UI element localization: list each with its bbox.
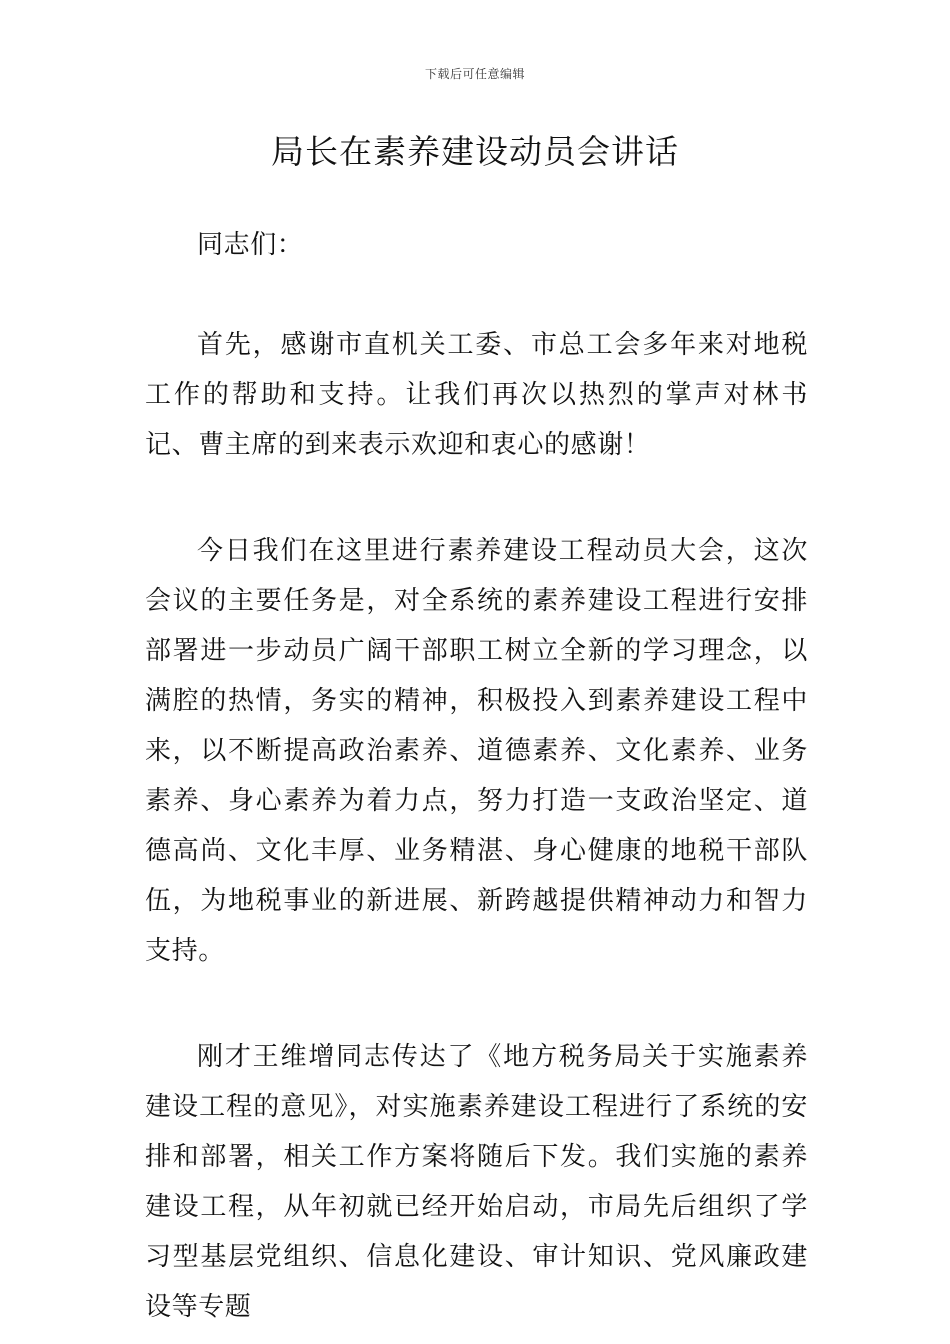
paragraph-2: 今日我们在这里进行素养建设工程动员大会，这次会议的主要任务是，对全系统的素养建设工程进行安排部署进一步动员广阔干部职工树立全新的学习理念，以满腔的热情，务实的精神，积极投入到素养建设工程中来，以不断提高政治素养、道德素养、文化素养、业务素养、身心素养为着力点，努力打造一支政治坚定、道德高尚、文化丰厚、业务精湛、身心健康的地税干部队伍，为地税事业的新进展、新跨越提供精神动力和智力支持。 [145,536,808,966]
paragraph-3: 刚才王维增同志传达了《地方税务局关于实施素养建设工程的意见》，对实施素养建设工程进行了系统的安排和部署，相关工作方案将随后下发。我们实施的素养建设工程，从年初就已经开始启动，市局先后组织了学习型基层党组织、信息化建设、审计知识、党风廉政建设等专题 [145,1042,808,1322]
document-body [145,220,808,1332]
document-title: 局长在素养建设动员会讲话 [271,132,679,171]
paragraph-1: 首先，感谢市直机关工委、市总工会多年来对地税工作的帮助和支持。让我们再次以热烈的掌声对林书记、曹主席的到来表示欢迎和衷心的感谢！ [145,330,808,460]
greeting: 同志们： [197,230,304,260]
header-note: 下载后可任意编辑 [424,67,525,81]
